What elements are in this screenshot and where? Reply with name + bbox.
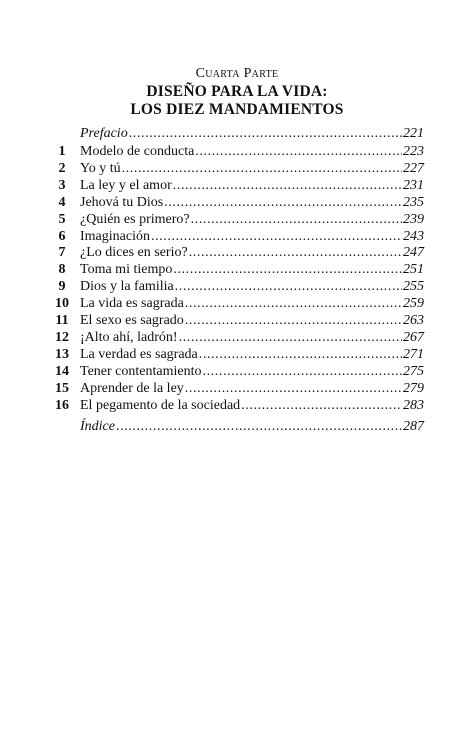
toc-leader-dots [185,295,402,313]
toc-number: 10 [55,296,69,312]
toc-leader-dots [185,312,402,330]
toc-number: 6 [58,228,66,244]
toc-entry-chapter-4[interactable] [44,194,424,212]
toc-title: La verdad es sagrada [80,346,198,362]
toc-leader-dots [195,143,402,161]
toc-number: 1 [58,144,66,159]
toc-page-number: 287 [403,419,424,434]
toc-page-number: 267 [403,329,424,345]
toc-leader-dots [202,363,402,381]
toc-number: 16 [55,397,69,413]
toc-page-number: 221 [403,126,424,141]
toc-entry-chapter-13[interactable] [44,346,424,364]
toc-title: La vida es sagrada [80,296,184,312]
toc-number: 14 [55,363,69,379]
toc-entry-chapter-1[interactable] [44,143,424,161]
toc-leader-dots [199,346,402,364]
toc-entry-chapter-6[interactable] [44,228,424,246]
toc-number: 2 [58,160,66,176]
toc-page-number: 227 [403,160,424,176]
toc-page-number: 263 [403,313,424,328]
part-label: Cuarta Parte [195,66,279,81]
toc-leader-dots [189,244,402,262]
toc-title: Tener contentamiento [80,363,202,379]
toc-leader-dots [116,418,402,436]
toc-page-number: 255 [403,279,424,295]
toc-title: El pegamento de la sociedad [80,397,241,413]
toc-title: Índice [80,419,115,434]
toc-title: Prefacio [80,126,128,141]
toc-leader-dots [129,125,402,143]
toc-title: Jehová tu Dios [80,194,164,210]
toc-leader-dots [185,380,402,398]
toc-entry-chapter-11[interactable] [44,312,424,330]
toc-title: Imaginación [80,228,150,244]
toc-leader-dots [191,211,402,229]
toc-title: Dios y la familia [80,279,174,295]
toc-title: Toma mi tiempo [80,262,173,278]
toc-number: 8 [58,262,66,278]
section-title-line2: LOS DIEZ MANDAMIENTOS [130,101,344,118]
toc-page-number: 279 [403,380,424,396]
toc-page-number: 223 [403,144,424,159]
toc-leader-dots [164,194,402,212]
toc-number: 3 [58,177,66,193]
toc-number: 5 [58,211,66,227]
toc-page-number: 271 [403,346,424,362]
toc-title: Modelo de conducta [80,144,195,159]
toc-entry-chapter-5[interactable] [44,211,424,229]
toc-leader-dots [122,160,402,178]
toc-page-number: 247 [403,245,424,261]
toc-page-number: 259 [403,296,424,312]
toc-leader-dots [173,177,402,195]
toc-entry-chapter-9[interactable] [44,278,424,296]
toc-entry-chapter-15[interactable] [44,380,424,398]
toc-entry-preface[interactable] [44,125,424,143]
toc-leader-dots [151,228,402,246]
toc-number: 15 [55,380,69,396]
toc-entry-chapter-12[interactable] [44,329,424,347]
toc-number: 9 [58,279,66,295]
toc-number: 11 [55,313,69,328]
toc-leader-dots [173,261,402,279]
toc-entry-chapter-14[interactable] [44,363,424,381]
toc-page-number: 283 [403,397,424,413]
toc-number: 4 [58,194,66,210]
toc-leader-dots [175,278,402,296]
toc-title: Aprender de la ley [80,380,184,396]
toc-entry-chapter-7[interactable] [44,244,424,262]
toc-leader-dots [241,397,402,415]
toc-number: 13 [55,346,69,362]
toc-title: ¡Alto ahí, ladrón! [80,329,178,345]
toc-entry-chapter-16[interactable] [44,397,424,415]
toc-page-number: 231 [403,177,424,193]
toc-page-number: 251 [403,262,424,278]
toc-page-number: 239 [403,211,424,227]
toc-title: Yo y tú [80,160,121,176]
toc-entry-chapter-8[interactable] [44,261,424,279]
toc-number: 7 [58,245,66,261]
toc-number: 12 [55,329,69,345]
toc-entry-chapter-2[interactable] [44,160,424,178]
toc-page-number: 235 [403,194,424,210]
toc-title: El sexo es sagrado [80,313,184,328]
toc-leader-dots [179,329,402,347]
toc-page-number: 243 [403,228,424,244]
toc-title: La ley y el amor [80,177,172,193]
toc-entry-chapter-3[interactable] [44,177,424,195]
toc-entry-index[interactable] [44,418,424,436]
toc-page-number: 275 [403,363,424,379]
toc-title: ¿Lo dices en serio? [80,245,188,261]
section-title-line1: DISEÑO PARA LA VIDA: [146,83,328,100]
toc-title: ¿Quién es primero? [80,211,190,227]
toc-entry-chapter-10[interactable] [44,295,424,313]
